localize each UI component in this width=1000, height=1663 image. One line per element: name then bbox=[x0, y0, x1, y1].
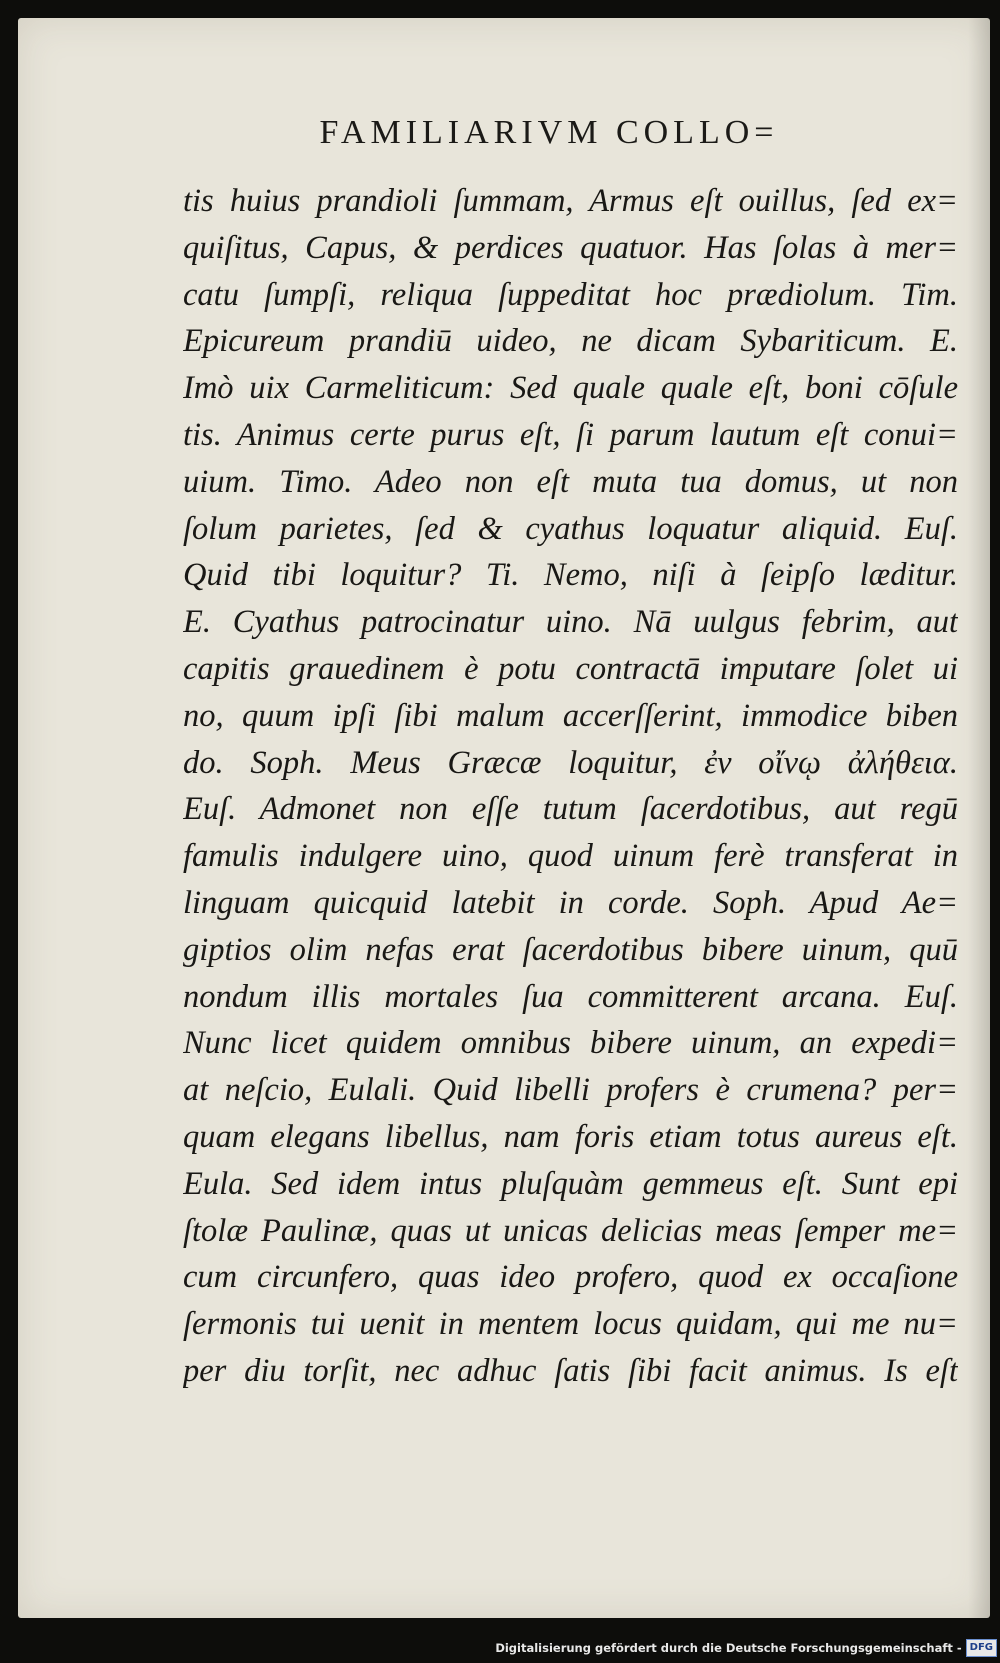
text-line: linguam quicquid latebit in corde. Soph. Apud Ae= bbox=[183, 884, 958, 921]
text-line: quam elegans libellus, nam foris etiam totus aureus eſt. bbox=[183, 1118, 958, 1155]
text-line: cum circunfero, quas ideo profero, quod ex occaſione bbox=[183, 1259, 958, 1296]
text-line: Eula. Sed idem intus pluſquàm gemmeus eſt. Sunt epi bbox=[183, 1165, 958, 1202]
page-edge-shadow bbox=[968, 18, 990, 1618]
text-line: ſermonis tui uenit in mentem locus quidam, qui me nu= bbox=[183, 1306, 958, 1343]
text-line: famulis indulgere uino, quod uinum ferè transferat in bbox=[183, 838, 958, 875]
running-head: FAMILIARIVM COLLO= bbox=[319, 114, 779, 151]
digitization-footer bbox=[495, 1637, 997, 1659]
text-line: Nunc licet quidem omnibus bibere uinum, an expedi= bbox=[183, 1025, 958, 1062]
text-line: at neſcio, Eulali. Quid libelli profers è crumena? per= bbox=[183, 1072, 958, 1109]
text-line: E. Cyathus patrocinatur uino. Nā uulgus febrim, aut bbox=[183, 604, 958, 641]
text-line: per diu torſit, nec adhuc ſatis ſibi facit animus. Is eſt bbox=[183, 1352, 958, 1389]
text-line: tis. Animus certe purus eſt, ſi parum lautum eſt conui= bbox=[183, 416, 958, 453]
text-line: giptios olim nefas erat ſacerdotibus bibere uinum, quū bbox=[183, 931, 958, 968]
text-line: Epicureum prandiū uideo, ne dicam Sybariticum. E. bbox=[183, 323, 958, 360]
text-line: catu ſumpſi, reliqua ſuppeditat hoc prædiolum. Tim. bbox=[183, 276, 958, 313]
text-line: tis huius prandioli ſummam, Armus eſt ouillus, ſed ex= bbox=[183, 183, 958, 219]
book-page bbox=[18, 18, 990, 1618]
text-line: uium. Timo. Adeo non eſt muta tua domus, ut non bbox=[183, 463, 958, 500]
text-line: quiſitus, Capus, & perdices quatuor. Has ſolas à mer= bbox=[183, 229, 958, 266]
text-line: do. Soph. Meus Græcæ loquitur, ἐν οἴνῳ ἀλήθεια. bbox=[183, 744, 958, 781]
text-line: nondum illis mortales ſua committerent arcana. Euſ. bbox=[183, 978, 958, 1015]
text-line: Euſ. Admonet non eſſe tutum ſacerdotibus, aut regū bbox=[183, 791, 958, 828]
text-line: no, quum ipſi ſibi malum accerſſerint, immodice biben bbox=[183, 697, 958, 734]
text-line: Imò uix Carmeliticum: Sed quale quale eſt, boni cōſule bbox=[183, 370, 958, 407]
body-text bbox=[183, 178, 958, 1395]
text-line: Quid tibi loquitur? Ti. Nemo, niſi à ſeipſo læditur. bbox=[183, 557, 958, 594]
text-line: capitis grauedinem è potu contractā imputare ſolet ui bbox=[183, 650, 958, 687]
funding-credit: Digitalisierung gefördert durch die Deutsche Forschungsgemeinschaft - bbox=[495, 1641, 962, 1655]
text-line: ſolum parietes, ſed & cyathus loquatur aliquid. Euſ. bbox=[183, 510, 958, 547]
text-line: ſtolæ Paulinæ, quas ut unicas delicias meas ſemper me= bbox=[183, 1212, 958, 1249]
dfg-logo: DFG bbox=[966, 1639, 997, 1657]
